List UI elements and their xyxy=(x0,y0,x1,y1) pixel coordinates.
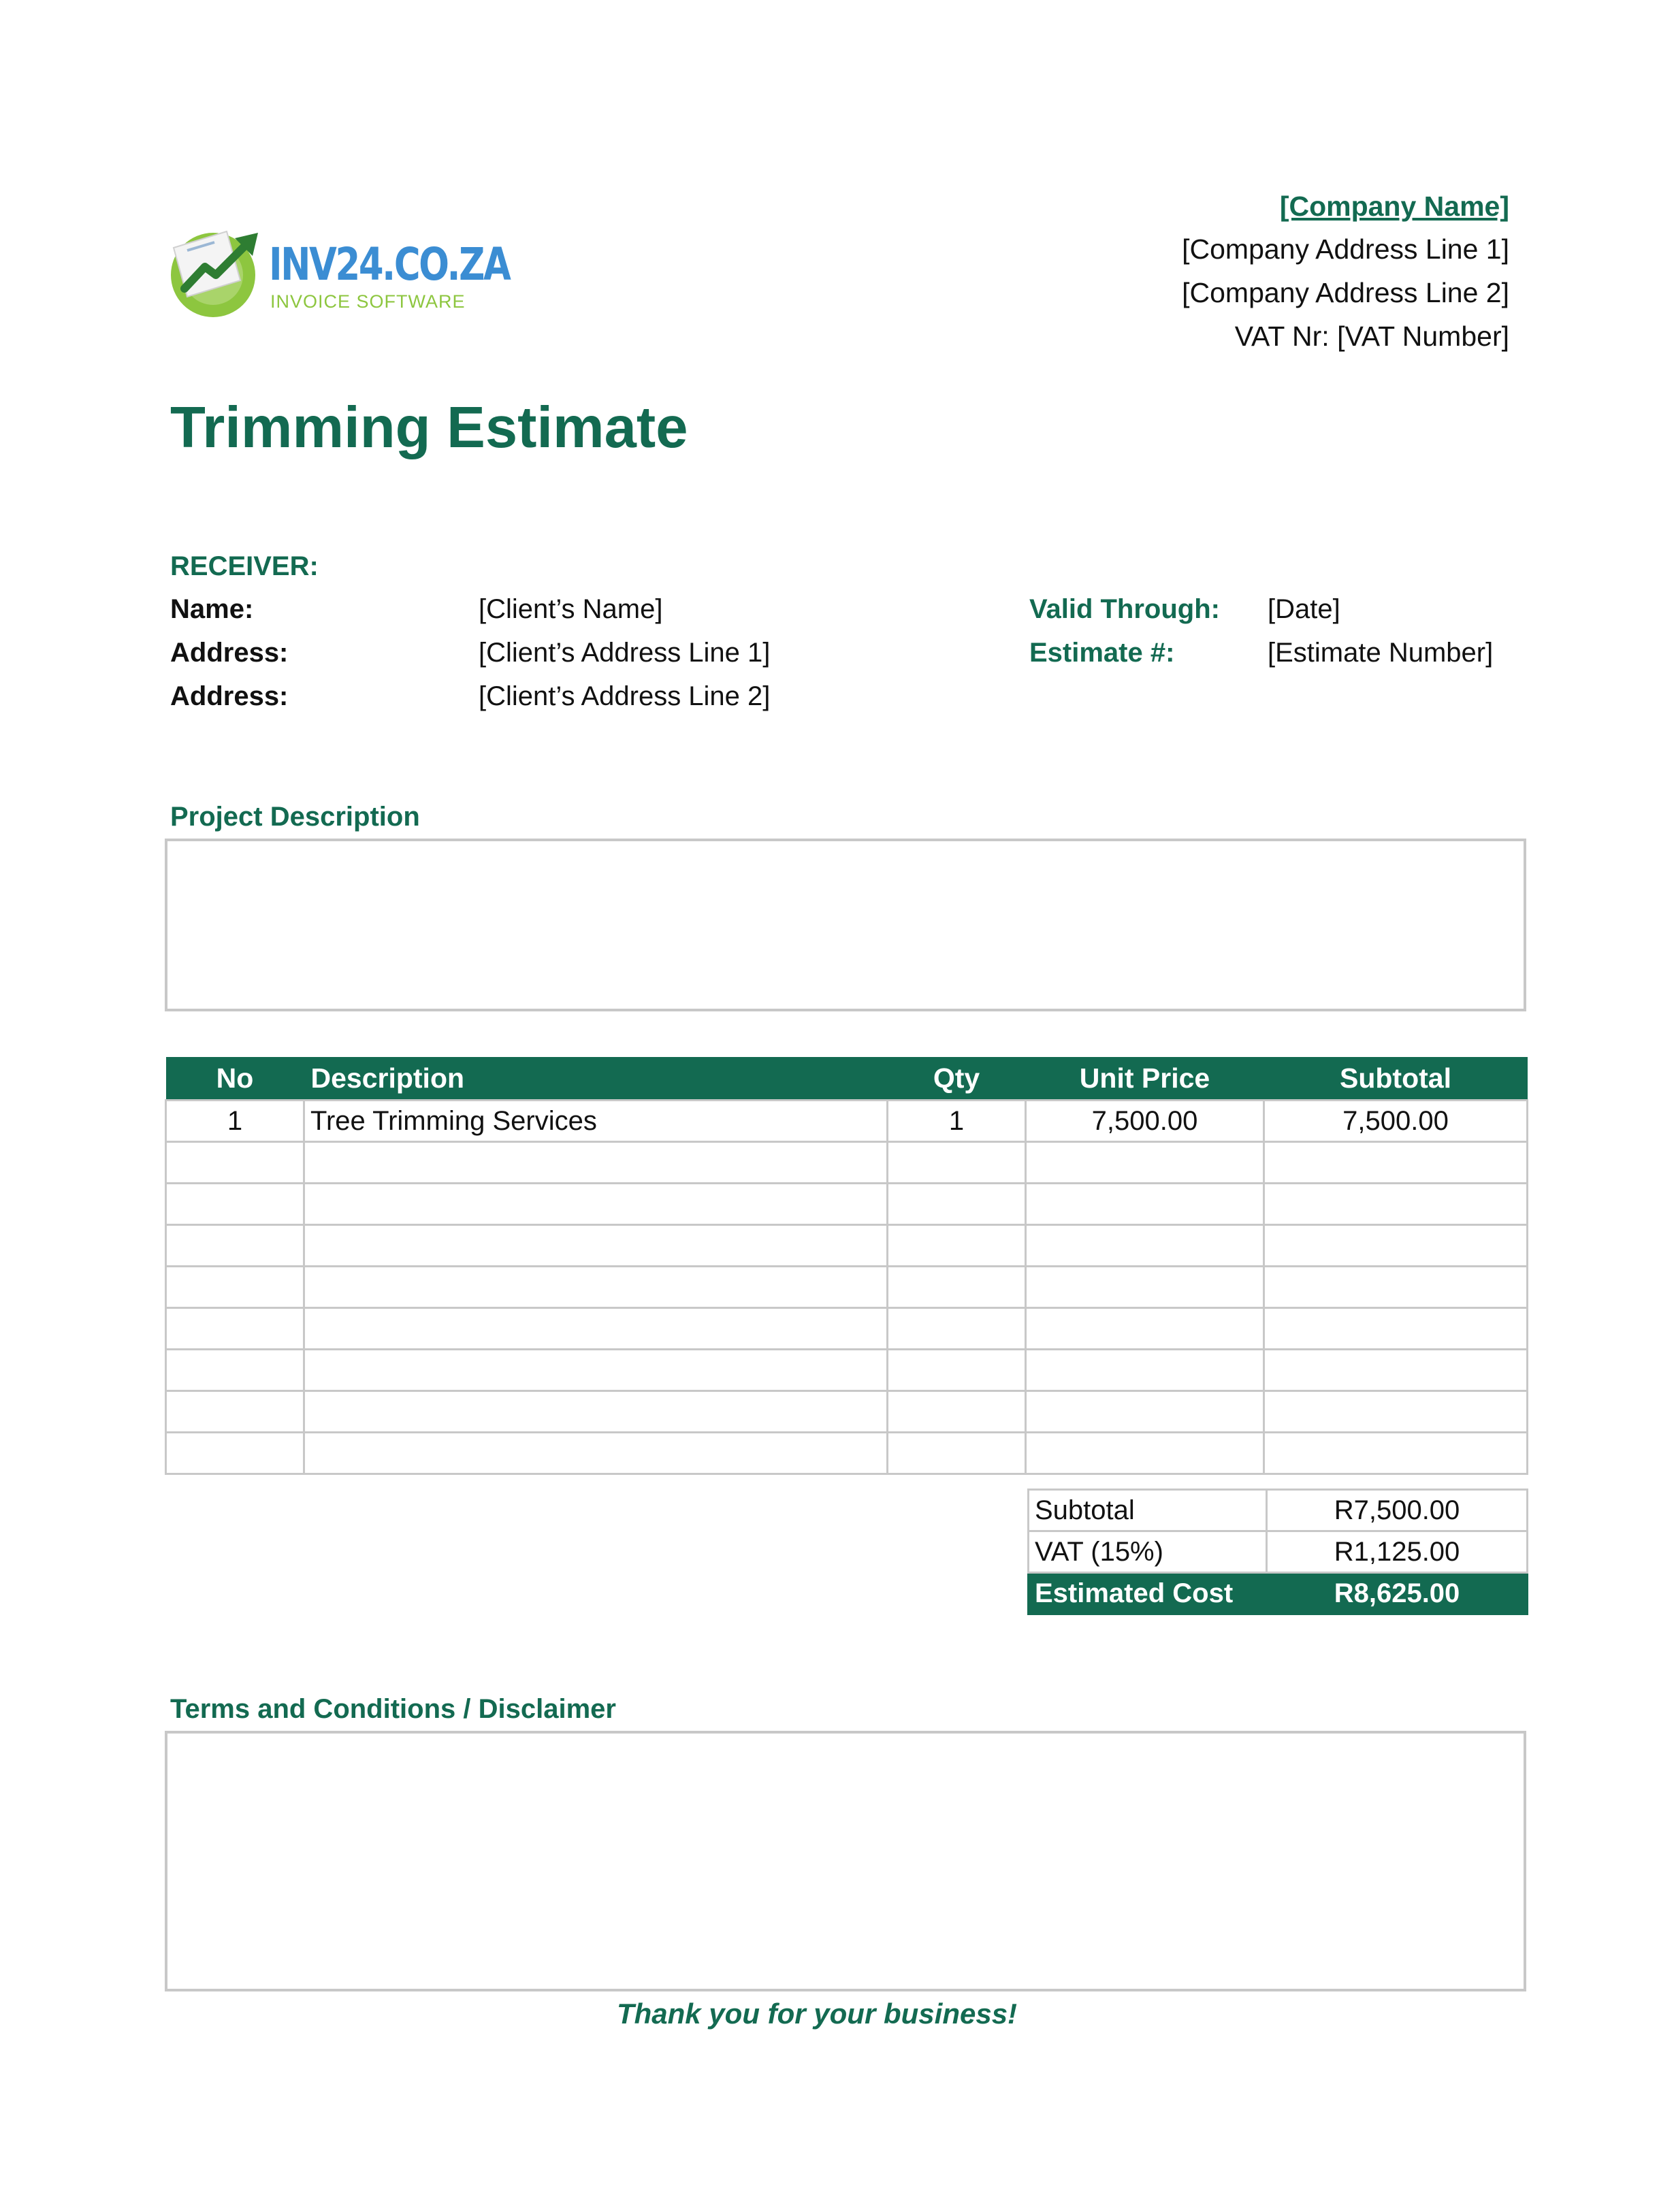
cell-unit-price xyxy=(1026,1391,1264,1433)
header-description: Description xyxy=(304,1057,888,1101)
company-address-line-1: [Company Address Line 1] xyxy=(1182,233,1509,265)
company-address-line-2: [Company Address Line 2] xyxy=(1182,277,1509,308)
cell-unit-price xyxy=(1026,1267,1264,1308)
table-header-row xyxy=(166,1057,1528,1101)
header-qty: Qty xyxy=(888,1057,1026,1101)
header-unit-price: Unit Price xyxy=(1026,1057,1264,1101)
project-description-heading: Project Description xyxy=(170,802,420,832)
table-row xyxy=(166,1433,1528,1474)
valid-through-value: [Date] xyxy=(1268,594,1340,624)
cell-subtotal xyxy=(1264,1267,1528,1308)
cell-no: 1 xyxy=(166,1101,304,1142)
cell-unit-price xyxy=(1026,1308,1264,1350)
cell-description xyxy=(304,1391,888,1433)
client-address-label-1: Address: xyxy=(170,638,289,668)
cell-unit-price xyxy=(1026,1184,1264,1225)
cell-no xyxy=(166,1267,304,1308)
cell-subtotal xyxy=(1264,1142,1528,1184)
cell-no xyxy=(166,1225,304,1267)
cell-description: Tree Trimming Services xyxy=(304,1101,888,1142)
cell-description xyxy=(304,1433,888,1474)
cell-description xyxy=(304,1184,888,1225)
table-row xyxy=(166,1225,1528,1267)
cell-description xyxy=(304,1142,888,1184)
estimate-number-value: [Estimate Number] xyxy=(1268,638,1494,668)
cell-qty xyxy=(888,1391,1026,1433)
table-row xyxy=(166,1350,1528,1391)
vat-value: R1,125.00 xyxy=(1267,1531,1528,1573)
cell-subtotal xyxy=(1264,1225,1528,1267)
logo-brand-text: INV24.CO.ZA xyxy=(269,238,510,291)
cell-qty xyxy=(888,1350,1026,1391)
project-description-box[interactable] xyxy=(165,839,1526,1011)
cell-subtotal xyxy=(1264,1308,1528,1350)
cell-description xyxy=(304,1350,888,1391)
cell-no xyxy=(166,1308,304,1350)
cell-subtotal xyxy=(1264,1350,1528,1391)
client-address-label-2: Address: xyxy=(170,681,289,711)
totals-table xyxy=(1027,1489,1528,1615)
cell-description xyxy=(304,1225,888,1267)
company-name: [Company Name] xyxy=(1279,191,1509,222)
cell-qty xyxy=(888,1308,1026,1350)
cell-no xyxy=(166,1184,304,1225)
client-address-line-1: [Client’s Address Line 1] xyxy=(479,638,771,668)
vat-row xyxy=(1029,1531,1528,1573)
cell-qty xyxy=(888,1225,1026,1267)
cell-no xyxy=(166,1350,304,1391)
company-vat-number: VAT Nr: [VAT Number] xyxy=(1234,321,1509,352)
receiver-heading: RECEIVER: xyxy=(170,551,319,581)
terms-box[interactable] xyxy=(165,1731,1526,1991)
cell-qty xyxy=(888,1184,1026,1225)
valid-through-label: Valid Through: xyxy=(1029,594,1220,624)
header-no: No xyxy=(166,1057,304,1101)
subtotal-row xyxy=(1029,1490,1528,1531)
cell-unit-price: 7,500.00 xyxy=(1026,1101,1264,1142)
estimated-cost-row xyxy=(1029,1573,1528,1614)
cell-unit-price xyxy=(1026,1433,1264,1474)
subtotal-value: R7,500.00 xyxy=(1267,1490,1528,1531)
cell-qty xyxy=(888,1142,1026,1184)
cell-unit-price xyxy=(1026,1142,1264,1184)
invoice-growth-arrow-icon xyxy=(167,223,269,319)
estimate-number-label: Estimate #: xyxy=(1029,638,1175,668)
terms-heading: Terms and Conditions / Disclaimer xyxy=(170,1694,616,1724)
estimated-cost-value: R8,625.00 xyxy=(1267,1573,1528,1614)
cell-subtotal: 7,500.00 xyxy=(1264,1101,1528,1142)
vat-label: VAT (15%) xyxy=(1029,1531,1267,1573)
cell-description xyxy=(304,1267,888,1308)
client-name-value: [Client’s Name] xyxy=(479,594,663,624)
table-row xyxy=(166,1267,1528,1308)
company-logo xyxy=(167,223,510,319)
table-row xyxy=(166,1308,1528,1350)
client-address-line-2: [Client’s Address Line 2] xyxy=(479,681,771,711)
table-row xyxy=(166,1391,1528,1433)
client-name-label: Name: xyxy=(170,594,254,624)
cell-description xyxy=(304,1308,888,1350)
cell-qty xyxy=(888,1433,1026,1474)
table-row xyxy=(166,1142,1528,1184)
cell-no xyxy=(166,1433,304,1474)
cell-subtotal xyxy=(1264,1391,1528,1433)
cell-qty xyxy=(888,1267,1026,1308)
logo-subtitle: INVOICE SOFTWARE xyxy=(270,291,466,312)
cell-unit-price xyxy=(1026,1350,1264,1391)
cell-subtotal xyxy=(1264,1433,1528,1474)
line-items-table xyxy=(165,1057,1528,1475)
table-row xyxy=(166,1101,1528,1142)
document-title: Trimming Estimate xyxy=(170,395,688,460)
estimated-cost-label: Estimated Cost xyxy=(1029,1573,1267,1614)
thank-you-message: Thank you for your business! xyxy=(616,1998,1018,2030)
cell-unit-price xyxy=(1026,1225,1264,1267)
cell-no xyxy=(166,1391,304,1433)
cell-no xyxy=(166,1142,304,1184)
cell-subtotal xyxy=(1264,1184,1528,1225)
table-row xyxy=(166,1184,1528,1225)
subtotal-label: Subtotal xyxy=(1029,1490,1267,1531)
cell-qty: 1 xyxy=(888,1101,1026,1142)
header-subtotal: Subtotal xyxy=(1264,1057,1528,1101)
